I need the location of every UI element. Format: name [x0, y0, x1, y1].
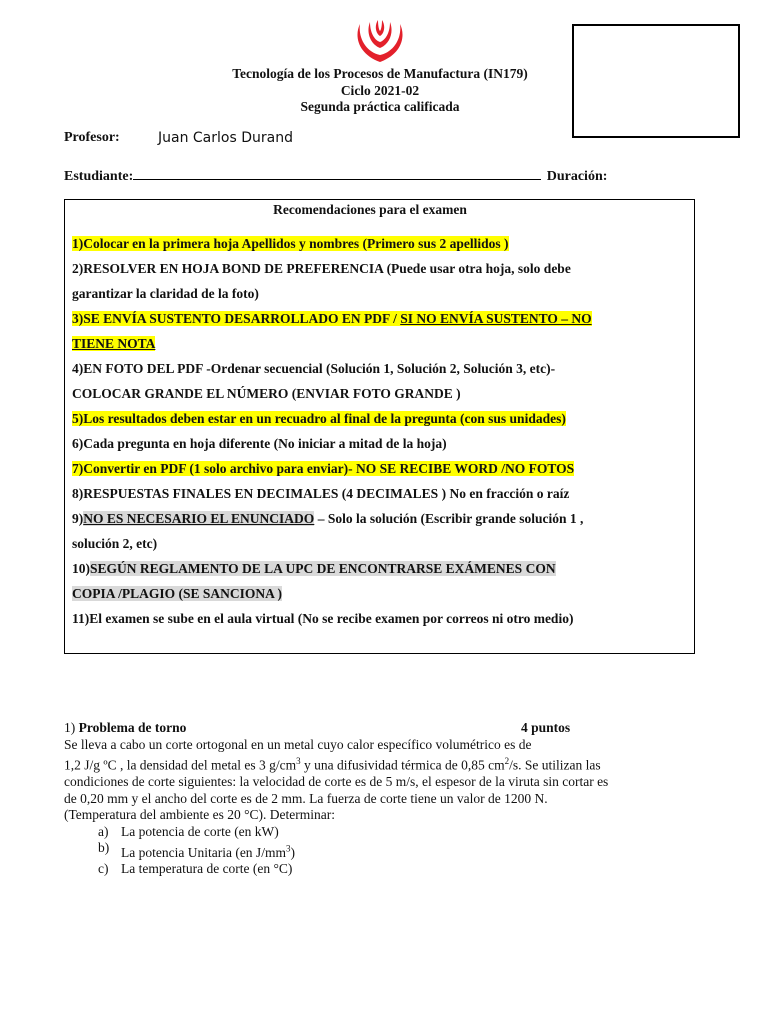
recommendation-2: 2)RESOLVER EN HOJA BOND DE PREFERENCIA (Puede usar otra hoja, solo debe: [72, 261, 571, 276]
problem-line-2: 1,2 J/g ºC , la densidad del metal es 3 $g/cm^3$ y una difusividad térmica de 0,85 $cm^2/s$. Se utilizan las: [64, 756, 601, 773]
recommendation-8: 8)RESPUESTAS FINALES EN DECIMALES (4 DECIMALES ) No en fracción o raíz: [72, 486, 570, 501]
professor-name: Juan Carlos Durand: [158, 130, 293, 146]
recommendation-9-cont: solución 2, etc): [72, 536, 158, 551]
student-label: Estudiante:: [64, 169, 134, 184]
student-name-field[interactable]: [133, 167, 541, 180]
problem-questions: [64, 824, 704, 878]
recommendations-title: Recomendaciones para el examen: [273, 202, 467, 217]
duration-label: Duración:: [543, 169, 608, 184]
recommendation-2-cont: garantizar la claridad de la foto): [72, 286, 259, 301]
recommendation-5: 5)Los resultados deben estar en un recuadro al final de la pregunta (con sus unidades): [72, 411, 566, 426]
upc-logo-icon: [352, 18, 408, 64]
recommendation-3: 3)SE ENVÍA SUSTENTO DESARROLLADO EN PDF / SI NO ENVÍA SUSTENTO – NO: [72, 311, 592, 326]
problem-line-3: condiciones de corte siguientes: la velocidad de corte es de 5 m/s, el espesor de la viruta sin cortar es: [64, 774, 609, 789]
recommendation-1: 1)Colocar en la primera hoja Apellidos y nombres (Primero sus 2 apellidos ): [72, 236, 509, 251]
recommendation-4: 4)EN FOTO DEL PDF -Ordenar secuencial (Solución 1, Solución 2, Solución 3, etc)-: [72, 361, 556, 376]
recommendations-box: [64, 199, 695, 654]
problem-line-1: Se lleva a cabo un corte ortogonal en un metal cuyo calor específico volumétrico es de: [64, 736, 532, 752]
problem-points: 4 puntos: [521, 720, 571, 735]
problem-heading: 1) Problema de torno 4 puntos: [64, 720, 571, 735]
problem-line-5: (Temperatura del ambiente es 20 °C). Determinar:: [64, 807, 335, 822]
problem-1: [64, 720, 704, 878]
exam-title: Segunda práctica calificada: [300, 99, 460, 114]
student-row: [64, 167, 607, 185]
question-b: b) La potencia Unitaria (en $J/mm^3$): [98, 840, 295, 860]
problem-line-4: de 0,20 mm y el ancho del corte es de 2 mm. La fuerza de corte tiene un valor de 1200 N.: [64, 790, 548, 806]
question-a: a) La potencia de corte (en kW): [98, 823, 279, 839]
question-c: c) La temperatura de corte (en °C): [98, 861, 293, 876]
professor-label: Profesor:: [64, 130, 120, 145]
recommendation-10: 10)SEGÚN REGLAMENTO DE LA UPC DE ENCONTRARSE EXÁMENES CON: [72, 561, 556, 576]
recommendation-3-cont: TIENE NOTA: [72, 336, 156, 351]
course-title: Tecnología de los Procesos de Manufactura (IN179): [232, 66, 528, 81]
recommendation-11: 11)El examen se sube en el aula virtual (No se recibe examen por correos ni otro medio): [72, 611, 574, 626]
problem-title: Problema de torno: [78, 720, 187, 735]
recommendation-10-cont: COPIA /PLAGIO (SE SANCIONA ): [72, 586, 283, 601]
recommendation-7: 7)Convertir en PDF (1 solo archivo para enviar)- NO SE RECIBE WORD /NO FOTOS: [72, 461, 575, 476]
cycle-label: Ciclo 2021-02: [340, 83, 420, 98]
recommendation-6: 6)Cada pregunta en hoja diferente (No iniciar a mitad de la hoja): [72, 436, 447, 451]
recommendation-9: 9)NO ES NECESARIO EL ENUNCIADO – Solo la solución (Escribir grande solución 1 ,: [72, 511, 584, 526]
recommendation-4-cont: COLOCAR GRANDE EL NÚMERO (ENVIAR FOTO GRANDE ): [72, 386, 461, 401]
